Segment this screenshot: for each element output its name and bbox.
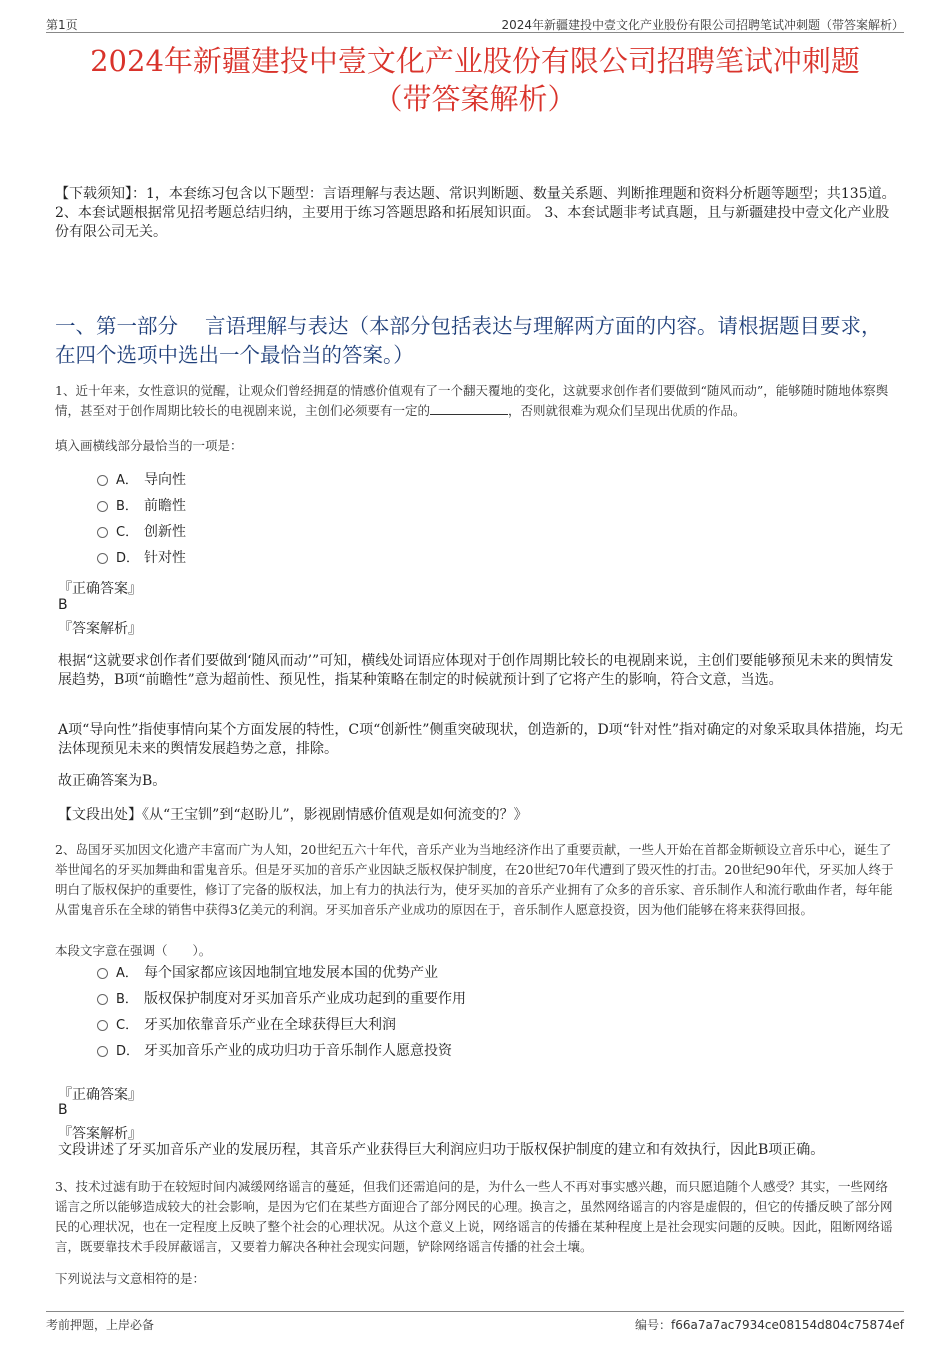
radio-icon[interactable] <box>97 475 108 486</box>
page-footer <box>46 1311 904 1334</box>
analysis-label: 『答案解析』 <box>58 1126 142 1142</box>
correct-answer: B <box>58 597 68 613</box>
option-b[interactable]: B． 版权保护制度对牙买加音乐产业成功起到的重要作用 <box>97 986 466 1012</box>
radio-icon[interactable] <box>97 968 108 979</box>
question-2-options <box>97 960 466 1064</box>
question-2-text: 2、岛国牙买加因文化遗产丰富而广为人知，20世纪五六十年代，音乐产业为当地经济作出了重要贡献，一些人开始在首都金斯顿设立音乐中心，诞生了举世闻名的牙买加舞曲和雷鬼音乐。但是牙买加的音乐产业因缺乏版权保护制度，在20世纪70年代遭到了毁灭性的打击。20世纪90年代，牙买加人终于明白了版权保护的重要性，修订了完备的版权法，加上有力的执法行为，使牙买加的音乐产业拥有了众多的音乐家、音乐制作人和流行歌曲作者，每年能从雷鬼音乐在全球的销售中获得3亿美元的利润。牙买加音乐产业成功的原因在于，音乐制作人愿意投资，因为他们能够在将来获得回报。 <box>55 842 894 917</box>
title-line-1: 2024年新疆建投中壹文化产业股份有限公司招聘笔试冲刺题 <box>90 44 860 78</box>
page-number: 第1页 <box>46 18 78 32</box>
question-1-options <box>97 467 186 571</box>
radio-icon[interactable] <box>97 1046 108 1057</box>
analysis-paragraph: A项“导向性”指使事情向某个方面发展的特性，C项“创新性”侧重突破现状，创造新的，D项“针对性”指对确定的对象采取具体措施，均无法体现预见未来的舆情发展趋势之意，排除。 <box>58 722 903 757</box>
section-heading: 一、第一部分 言语理解与表达（本部分包括表达与理解两方面的内容。请根据题目要求，在四个选项中选出一个最恰当的答案。） <box>55 314 882 367</box>
radio-icon[interactable] <box>97 994 108 1005</box>
analysis-conclusion: 故正确答案为B。 <box>58 773 167 789</box>
document-title <box>40 42 910 118</box>
analysis-paragraph: 文段讲述了牙买加音乐产业的发展历程，其音乐产业获得巨大利润应归功于版权保护制度的建立和有效执行，因此B项正确。 <box>58 1142 825 1158</box>
answer-blank <box>430 402 508 415</box>
radio-icon[interactable] <box>97 501 108 512</box>
question-3-prompt: 下列说法与文意相符的是： <box>55 1271 206 1286</box>
document-id: 编号：f66a7a7ac7934ce08154d804c75874ef <box>634 1318 904 1332</box>
header-doc-title: 2024年新疆建投中壹文化产业股份有限公司招聘笔试冲刺题（带答案解析） <box>501 18 904 32</box>
option-c[interactable]: C． 创新性 <box>97 519 186 545</box>
analysis-label: 『答案解析』 <box>58 621 142 637</box>
correct-answer: B <box>58 1102 68 1118</box>
option-d[interactable]: D． 牙买加音乐产业的成功归功于音乐制作人愿意投资 <box>97 1038 466 1064</box>
option-c[interactable]: C． 牙买加依靠音乐产业在全球获得巨大利润 <box>97 1012 466 1038</box>
question-2-prompt: 本段文字意在强调（ ）。 <box>55 943 212 958</box>
option-a[interactable]: A． 每个国家都应该因地制宜地发展本国的优势产业 <box>97 960 466 986</box>
correct-answer-label: 『正确答案』 <box>58 1087 142 1103</box>
question-3-text: 3、技术过滤有助于在较短时间内减缓网络谣言的蔓延，但我们还需追问的是，为什么一些人不再对事实感兴趣，而只愿追随个人感受？其实，一些网络谣言之所以能够造成较大的社会影响，是因为它们在某些方面迎合了部分网民的心理。换言之，虽然网络谣言的内容是虚假的，但它的传播反映了部分网民的心理状况，也在一定程度上反映了整个社会的心理状况。从这个意义上说，网络谣言的传播在某种程度上是社会现实问题的反映。因此，阻断网络谣言，既要靠技术手段屏蔽谣言，又要着力解决各种社会现实问题，铲除网络谣言传播的社会土壤。 <box>55 1179 893 1254</box>
question-1-prompt: 填入画横线部分最恰当的一项是： <box>55 438 243 453</box>
correct-answer-label: 『正确答案』 <box>58 581 142 597</box>
footer-slogan: 考前押题，上岸必备 <box>46 1318 155 1332</box>
question-1-text: 1、近十年来，女性意识的觉醒，让观众们曾经拥趸的情感价值观有了一个翻天覆地的变化，这就要求创作者们要做到“随风而动”，能够随时随地体察舆情，甚至对于创作周期比较长的电视剧来说，主创们必须要有一定的 ，否则就很难为观众们呈现出优质的作品。 <box>55 383 889 418</box>
option-d[interactable]: D． 针对性 <box>97 545 186 571</box>
option-a[interactable]: A． 导向性 <box>97 467 186 493</box>
download-notice: 【下载须知】：1，本套练习包含以下题型：言语理解与表达题、常识判断题、数量关系题、判断推理题和资料分析题等题型；共135道。 2、本套试题根据常见招考题总结归纳，主要用于练习答题思路和拓展知识面。 3、本套试题非考试真题，且与新疆建投中壹文化产业股份有限公司无关。 <box>55 186 896 240</box>
radio-icon[interactable] <box>97 1020 108 1031</box>
radio-icon[interactable] <box>97 553 108 564</box>
source-citation: 【文段出处】《从“王宝钏”到“赵盼儿”，影视剧情感价值观是如何流变的？》 <box>58 807 528 823</box>
title-line-2: （带答案解析） <box>373 82 577 116</box>
radio-icon[interactable] <box>97 527 108 538</box>
option-b[interactable]: B． 前瞻性 <box>97 493 186 519</box>
page-header <box>46 14 904 33</box>
analysis-paragraph: 根据“这就要求创作者们要做到‘随风而动’”可知，横线处词语应体现对于创作周期比较长的电视剧来说，主创们要能够预见未来的舆情发展趋势，B项“前瞻性”意为超前性、预见性，指某种策略在制定的时候就预计到了它将产生的影响，符合文意，当选。 <box>58 653 894 688</box>
